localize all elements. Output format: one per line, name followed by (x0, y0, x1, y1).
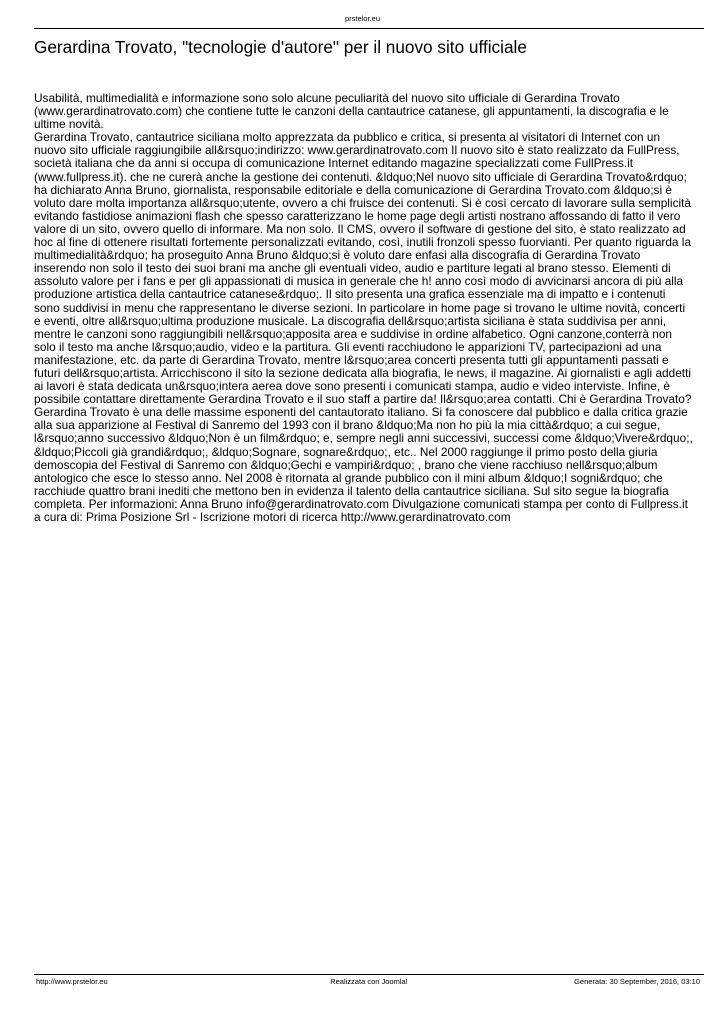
page-footer (34, 977, 704, 987)
footer-url: http://www.prstelor.eu (36, 977, 108, 986)
article-intro: Usabilità, multimedialità e informazione sono solo alcune peculiarità del nuovo sito ufficiale di Gerardina Trovato (www.gerardinatrovato.com) che contiene tutte le canzoni della cantautrice catanese, gli appuntamenti, la discografia e le ultime novità. (34, 91, 669, 132)
article-title: Gerardina Trovato, "tecnologie d'autore" per il nuovo sito ufficiale (34, 37, 527, 57)
article-body (34, 92, 694, 524)
footer-divider (34, 974, 704, 975)
footer-generated-date: Generata: 30 September, 2016, 03:10 (574, 977, 700, 986)
site-header: prstelor.eu (344, 14, 381, 23)
footer-powered-by: Realizzata con Joomla! (330, 977, 408, 986)
article-text: Gerardina Trovato, cantautrice siciliana molto apprezzata da pubblico e critica, si presenta al visitatori di Internet con un nuovo sito ufficiale raggiungibile all&rsquo;indirizzo: www.gerardinatrovato.com Il nuovo sito è stato realizzato da FullPress, società italiana che da anni si occupa di comunicazione Internet editando magazine specializzati come FullPress.it (www.fullpress.it). che ne curerà anche la gestione dei contenuti. &ldquo;Nel nuovo sito ufficiale di Gerardina Trovato&rdquo; ha dichiarato Anna Bruno, giornalista, responsabile editoriale e della comunicazione di Gerardina Trovato.com &ldquo;si è voluto dare molta importanza all&rsquo;utente, ovvero a chi fruisce dei contenuti. Si è così cercato di lavorare sulla semplicità evitando fastidiose animazioni flash che spesso caratterizzano le home page degli artisti nostrano affossando di fatto il vero valore di un sito, ovvero quello di informare. Ma non solo. Il CMS, ovvero il software di gestione del sito, è stato realizzato ad hoc al fine di ottenere risultati fortemente personalizzati evitando, così, inutili fronzoli spesso fuorvianti. Per quanto riguarda la multimedialità&rdquo; ha proseguito Anna Bruno &ldquo;si è voluto dare enfasi alla discografia di Gerardina Trovato inserendo non solo il testo dei suoi brani ma anche gli eventuali video, audio e partiture legati al brano stesso. Elementi di assoluto valore per i fans e per gli appassionati di musica in generale che h! anno così modo di avvicinarsi ancora di più alla produzione artistica della cantautrice catanese&rdquo;. Il sito presenta una grafica essenziale ma di impatto e i contenuti sono suddivisi in menu che rappresentano le diverse sezioni. In particolare in home page si trovano le ultime novità, concerti e eventi, oltre all&rsquo;ultima produzione musicale. La discografia dell&rsquo;artista siciliana è stata suddivisa per anni, mentre le canzoni sono raggiungibili nell&rsquo;apposita area e suddivise in ordine alfabetico. Ogni canzone,conterrà non solo il testo ma anche l&rsquo;audio, video e la partitura. Gli eventi racchiudono le apparizioni TV, partecipazioni ad una manifestazione, etc. da parte di Gerardina Trovato, mentre l&rsquo;area concerti presenta tutti gli appuntamenti passati e futuri dell&rsquo;artista. Arricchiscono il sito la sezione dedicata alla biografia, le news, il magazine. Ai giornalisti e agli addetti ai lavori è stata dedicata un&rsquo;intera aerea dove sono presenti i comunicati stampa, audio e video interviste. Infine, è possibile contattare direttamente Gerardina Trovato e il suo staff a partire da! Il&rsquo;area contatti. Chi è Gerardina Trovato? Gerardina Trovato è una delle massime esponenti del cantautorato italiano. Si fa conoscere dal pubblico e dalla critica grazie alla sua apparizione al Festival di Sanremo del 1993 con il brano &ldquo;Ma non ho più la mia città&rdquo; a cui segue, l&rsquo;anno successivo &ldquo;Non è un film&rdquo; e, sempre negli anni successivi, successi come &ldquo;Vivere&rdquo;, &ldquo;Piccoli già grandi&rdquo;, &ldquo;Sognare, sognare&rdquo;, etc.. Nel 2000 raggiunge il primo posto della giuria demoscopia del Festival di Sanremo con &ldquo;Gechi e vampiri&rdquo; , brano che viene racchiuso nell&rsquo;album antologico che esce lo stesso anno. Nel 2008 è ritornata al grande pubblico con il mini album &ldquo;I sogni&rdquo; che racchiude quattro brani inediti che mettono ben in evidenza il talento della cantautrice siciliana. Sul sito segue la biografia completa. Per informazioni: Anna Bruno info@gerardinatrovato.com Divulgazione comunicati stampa per conto di Fullpress.it a cura di: Prima Posizione Srl - Iscrizione motori di ricerca http://www.gerardinatrovato.com (34, 130, 693, 524)
header-divider (34, 28, 704, 29)
